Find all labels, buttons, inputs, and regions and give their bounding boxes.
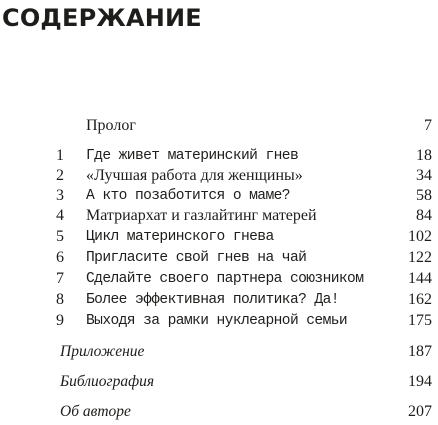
toc-entry-number: 7 xyxy=(56,270,64,287)
toc-entry-number: 8 xyxy=(56,291,64,308)
toc-entry-label: А кто позаботится о маме? xyxy=(86,188,290,204)
toc-entry-label: Библиография xyxy=(60,373,155,390)
toc-entry-label: Об авторе xyxy=(60,403,131,420)
toc-entry-chapter-8[interactable] xyxy=(0,290,438,310)
toc-entry-page: 162 xyxy=(408,291,432,308)
toc-entry-number: 4 xyxy=(56,207,64,224)
page-title: СОДЕРЖАНИЕ xyxy=(2,4,202,32)
toc-entry-chapter-1[interactable] xyxy=(0,146,438,166)
toc-entry-page: 122 xyxy=(408,249,432,266)
toc-entry-number: 2 xyxy=(56,167,64,184)
toc-entry-page: 175 xyxy=(408,312,432,329)
toc-entry-chapter-4[interactable] xyxy=(0,206,438,226)
toc-entry-label: Где живет материнский гнев xyxy=(86,148,299,164)
toc-entry-chapter-7[interactable] xyxy=(0,269,438,289)
toc-entry-number: 1 xyxy=(56,147,64,164)
toc-entry-chapter-6[interactable] xyxy=(0,248,438,268)
toc-entry-page: 207 xyxy=(408,403,432,420)
toc-entry-chapter-9[interactable] xyxy=(0,311,438,331)
toc-entry-appendix[interactable] xyxy=(0,342,438,362)
toc-entry-page: 84 xyxy=(416,207,432,224)
toc-entry-label: Сделайте своего партнера союзником xyxy=(86,271,364,287)
toc-entry-label: Пролог xyxy=(86,117,136,134)
toc-entry-chapter-2[interactable] xyxy=(0,166,438,186)
toc-entry-page: 7 xyxy=(424,117,432,134)
toc-entry-number: 3 xyxy=(56,187,64,204)
toc-entry-page: 187 xyxy=(408,343,432,360)
toc-entry-label: Пригласите свой гнев на чай xyxy=(86,250,307,266)
toc-entry-label: Более эффективная политика? Да! xyxy=(86,292,339,308)
toc-entry-label: Приложение xyxy=(60,343,145,360)
toc-entry-page: 194 xyxy=(408,373,432,390)
toc-entry-page: 144 xyxy=(408,270,432,287)
toc-entry-page: 58 xyxy=(416,187,432,204)
toc-entry-label: «Лучшая работа для женщины» xyxy=(86,167,303,184)
toc-entry-number: 5 xyxy=(56,228,64,245)
toc-entry-chapter-3[interactable] xyxy=(0,186,438,206)
toc-entry-chapter-5[interactable] xyxy=(0,227,438,247)
toc-entry-label: Цикл материнского гнева xyxy=(86,229,274,245)
toc-entry-number: 9 xyxy=(56,312,64,329)
toc-entry-label: Матриархат и газлайтинг матерей xyxy=(86,207,317,224)
toc-entry-prologue[interactable] xyxy=(0,116,438,136)
toc-entry-page: 102 xyxy=(408,228,432,245)
toc-entry-bibliography[interactable] xyxy=(0,372,438,392)
toc-entry-about-author[interactable] xyxy=(0,402,438,422)
toc-entry-label: Выходя за рамки нуклеарной семьи xyxy=(86,313,348,329)
toc-entry-page: 34 xyxy=(416,167,432,184)
toc-entry-page: 18 xyxy=(416,147,432,164)
toc-entry-number: 6 xyxy=(56,249,64,266)
